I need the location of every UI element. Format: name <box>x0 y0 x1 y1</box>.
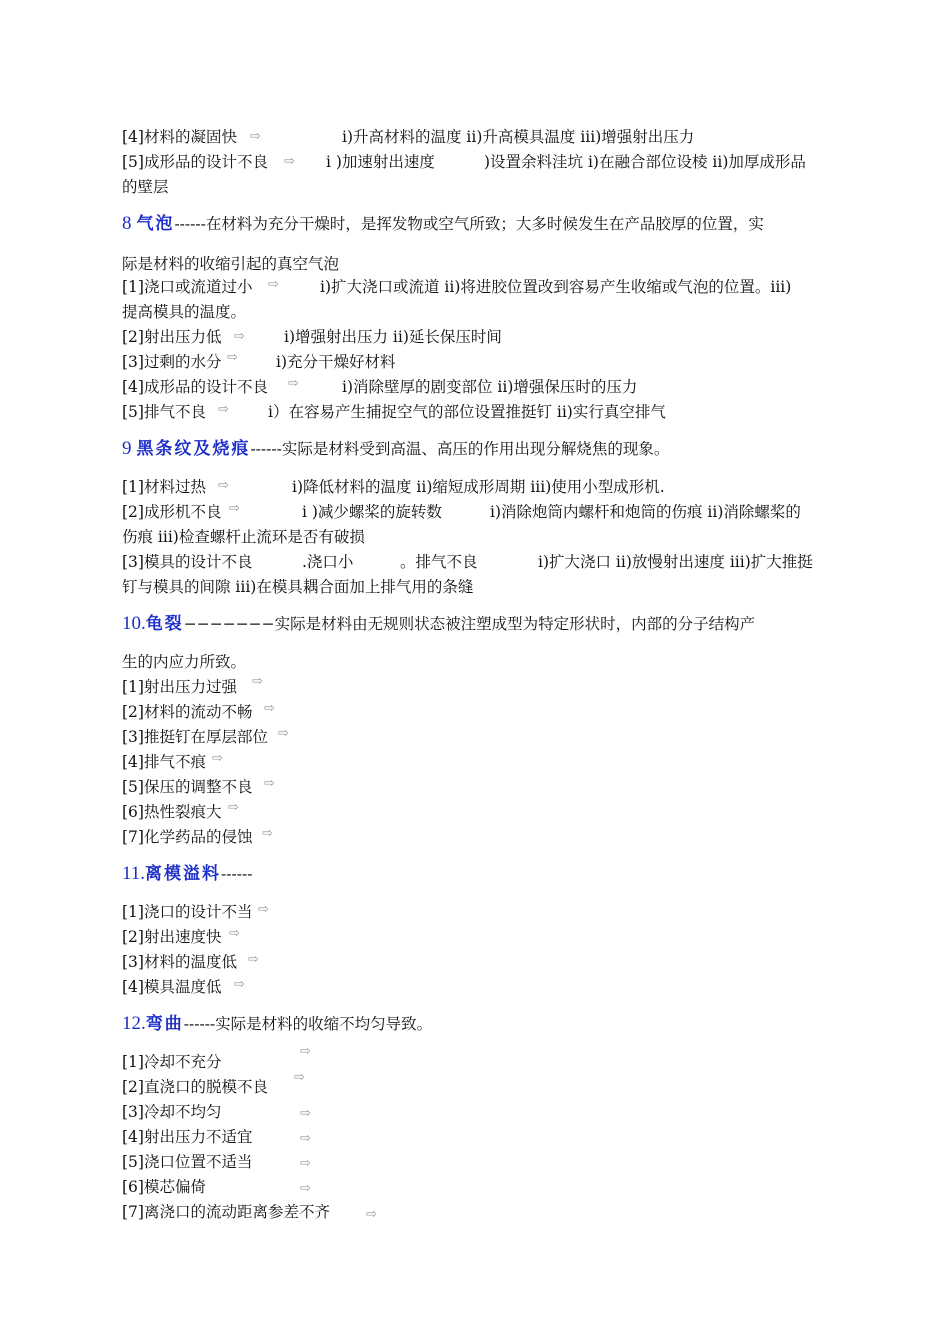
section-title: 弯曲 <box>145 1014 184 1034</box>
text-line: 钉与模具的间隙 iii)在模具耦合面加上排气用的条缝 <box>122 578 474 596</box>
remedy-text: .浇口小 <box>302 553 354 571</box>
arrow-icon: ⇨ <box>278 726 289 741</box>
cause-item: [1]浇口的设计不当 <box>122 903 253 921</box>
section-heading-9 <box>122 437 669 461</box>
remedy-text: i)升高材料的温度 ii)升高模具温度 iii)增强射出压力 <box>342 128 695 146</box>
section-number: 12. <box>122 1013 146 1034</box>
arrow-icon: ⇨ <box>234 329 245 344</box>
text-line: 生的内应力所致。 <box>122 653 247 671</box>
cause-item: [1]冷却不充分 <box>122 1053 222 1071</box>
section-number: 9 <box>122 438 132 459</box>
cause-item: [3]冷却不均匀 <box>122 1103 222 1121</box>
remedy-text: )设置余料洼坑 i)在融合部位设棱 ii)加厚成形品 <box>484 153 806 171</box>
cause-item: [3]过剩的水分 <box>122 353 222 371</box>
arrow-icon: ⇨ <box>250 129 261 144</box>
arrow-icon: ⇨ <box>218 402 229 417</box>
text-line: 的壁层 <box>122 178 169 196</box>
arrow-icon: ⇨ <box>258 902 269 917</box>
section-description: ------ <box>221 865 253 883</box>
remedy-text: i)充分干燥好材料 <box>276 353 396 371</box>
section-heading-8 <box>122 212 764 236</box>
remedy-text: i )减少螺桨的旋转数 <box>302 503 442 521</box>
section-description: 实际是材料由无规则状态被注塑成型为特定形状时，内部的分子结构产 <box>274 615 756 633</box>
arrow-icon: ⇨ <box>262 826 273 841</box>
section-dash: −−−−−−− <box>183 615 275 633</box>
cause-item: [5]保压的调整不良 <box>122 778 253 796</box>
arrow-icon: ⇨ <box>366 1207 377 1222</box>
arrow-icon: ⇨ <box>300 1156 311 1171</box>
section-heading-12 <box>122 1012 432 1036</box>
arrow-icon: ⇨ <box>288 376 299 391</box>
section-number: 10. <box>122 613 146 634</box>
arrow-icon: ⇨ <box>300 1044 311 1059</box>
arrow-icon: ⇨ <box>228 800 239 815</box>
section-title: 龟裂 <box>145 614 184 634</box>
text-line: 伤痕 iii)检查螺杆止流环是否有破损 <box>122 528 365 546</box>
arrow-icon: ⇨ <box>248 952 259 967</box>
cause-item: [3]材料的温度低 <box>122 953 237 971</box>
cause-item: [4]射出压力不适宜 <box>122 1128 253 1146</box>
cause-item: [2]直浇口的脱模不良 <box>122 1078 268 1096</box>
section-number: 11. <box>122 863 146 884</box>
arrow-icon: ⇨ <box>264 701 275 716</box>
text-line: [4]材料的凝固快 <box>122 128 237 146</box>
section-description: ------实际是材料的收缩不均匀导致。 <box>183 1015 433 1033</box>
cause-item: [7]化学药品的侵蚀 <box>122 828 253 846</box>
section-title: 气泡 <box>136 214 175 234</box>
arrow-icon: ⇨ <box>268 277 279 292</box>
remedy-text: i)消除壁厚的剧变部位 ii)增强保压时的压力 <box>342 378 638 396</box>
section-title: 离模溢料 <box>145 864 222 884</box>
arrow-icon: ⇨ <box>252 674 263 689</box>
cause-item: [3]模具的设计不良 <box>122 553 253 571</box>
text-line: [5]成形品的设计不良 <box>122 153 268 171</box>
text-line: 际是材料的收缩引起的真空气泡 <box>122 255 340 273</box>
cause-item: [5]排气不良 <box>122 403 206 421</box>
remedy-text: i )加速射出速度 <box>326 153 435 171</box>
remedy-text: i)扩大浇口 ii)放慢射出速度 iii)扩大推挺 <box>538 553 813 571</box>
arrow-icon: ⇨ <box>229 926 240 941</box>
arrow-icon: ⇨ <box>218 478 229 493</box>
arrow-icon: ⇨ <box>212 751 223 766</box>
arrow-icon: ⇨ <box>300 1181 311 1196</box>
cause-item: [1]射出压力过强 <box>122 678 237 696</box>
cause-item: [4]排气不痕 <box>122 753 206 771</box>
text-line: 提高模具的温度。 <box>122 303 247 321</box>
cause-item: [4]成形品的设计不良 <box>122 378 268 396</box>
arrow-icon: ⇨ <box>284 154 295 169</box>
section-description: ------在材料为充分干燥时，是挥发物或空气所致；大多时候发生在产品胶厚的位置，实 <box>174 215 764 233</box>
remedy-text: 。排气不良 <box>400 553 478 571</box>
cause-item: [4]模具温度低 <box>122 978 222 996</box>
section-number: 8 <box>122 213 132 234</box>
cause-item: [2]射出压力低 <box>122 328 222 346</box>
cause-item: [7]离浇口的流动距离参差不齐 <box>122 1203 330 1221</box>
section-heading-10 <box>122 612 755 636</box>
cause-item: [5]浇口位置不适当 <box>122 1153 253 1171</box>
arrow-icon: ⇨ <box>264 776 275 791</box>
arrow-icon: ⇨ <box>229 501 240 516</box>
arrow-icon: ⇨ <box>227 350 238 365</box>
cause-item: [1]浇口或流道过小 <box>122 278 253 296</box>
remedy-text: i)消除炮筒内螺杆和炮筒的伤痕 ii)消除螺桨的 <box>490 503 801 521</box>
arrow-icon: ⇨ <box>300 1106 311 1121</box>
arrow-icon: ⇨ <box>234 977 245 992</box>
cause-item: [2]成形机不良 <box>122 503 222 521</box>
section-heading-11 <box>122 862 252 886</box>
cause-item: [3]推挺钉在厚层部位 <box>122 728 268 746</box>
cause-item: [6]模芯偏倚 <box>122 1178 206 1196</box>
remedy-text: i)增强射出压力 ii)延长保压时间 <box>284 328 502 346</box>
remedy-text: i)降低材料的温度 ii)缩短成形周期 iii)使用小型成形机. <box>292 478 665 496</box>
cause-item: [2]射出速度快 <box>122 928 222 946</box>
arrow-icon: ⇨ <box>294 1070 305 1085</box>
cause-item: [1]材料过热 <box>122 478 206 496</box>
section-title: 黑条纹及烧痕 <box>136 439 251 459</box>
cause-item: [2]材料的流动不畅 <box>122 703 253 721</box>
arrow-icon: ⇨ <box>300 1131 311 1146</box>
section-description: ------实际是材料受到高温、高压的作用出现分解烧焦的现象。 <box>250 440 670 458</box>
cause-item: [6]热性裂痕大 <box>122 803 222 821</box>
remedy-text: i)扩大浇口或流道 ii)将进胶位置改到容易产生收缩或气泡的位置。iii) <box>320 278 792 296</box>
remedy-text: i）在容易产生捕捉空气的部位设置推挺钉 ii)实行真空排气 <box>268 403 666 421</box>
